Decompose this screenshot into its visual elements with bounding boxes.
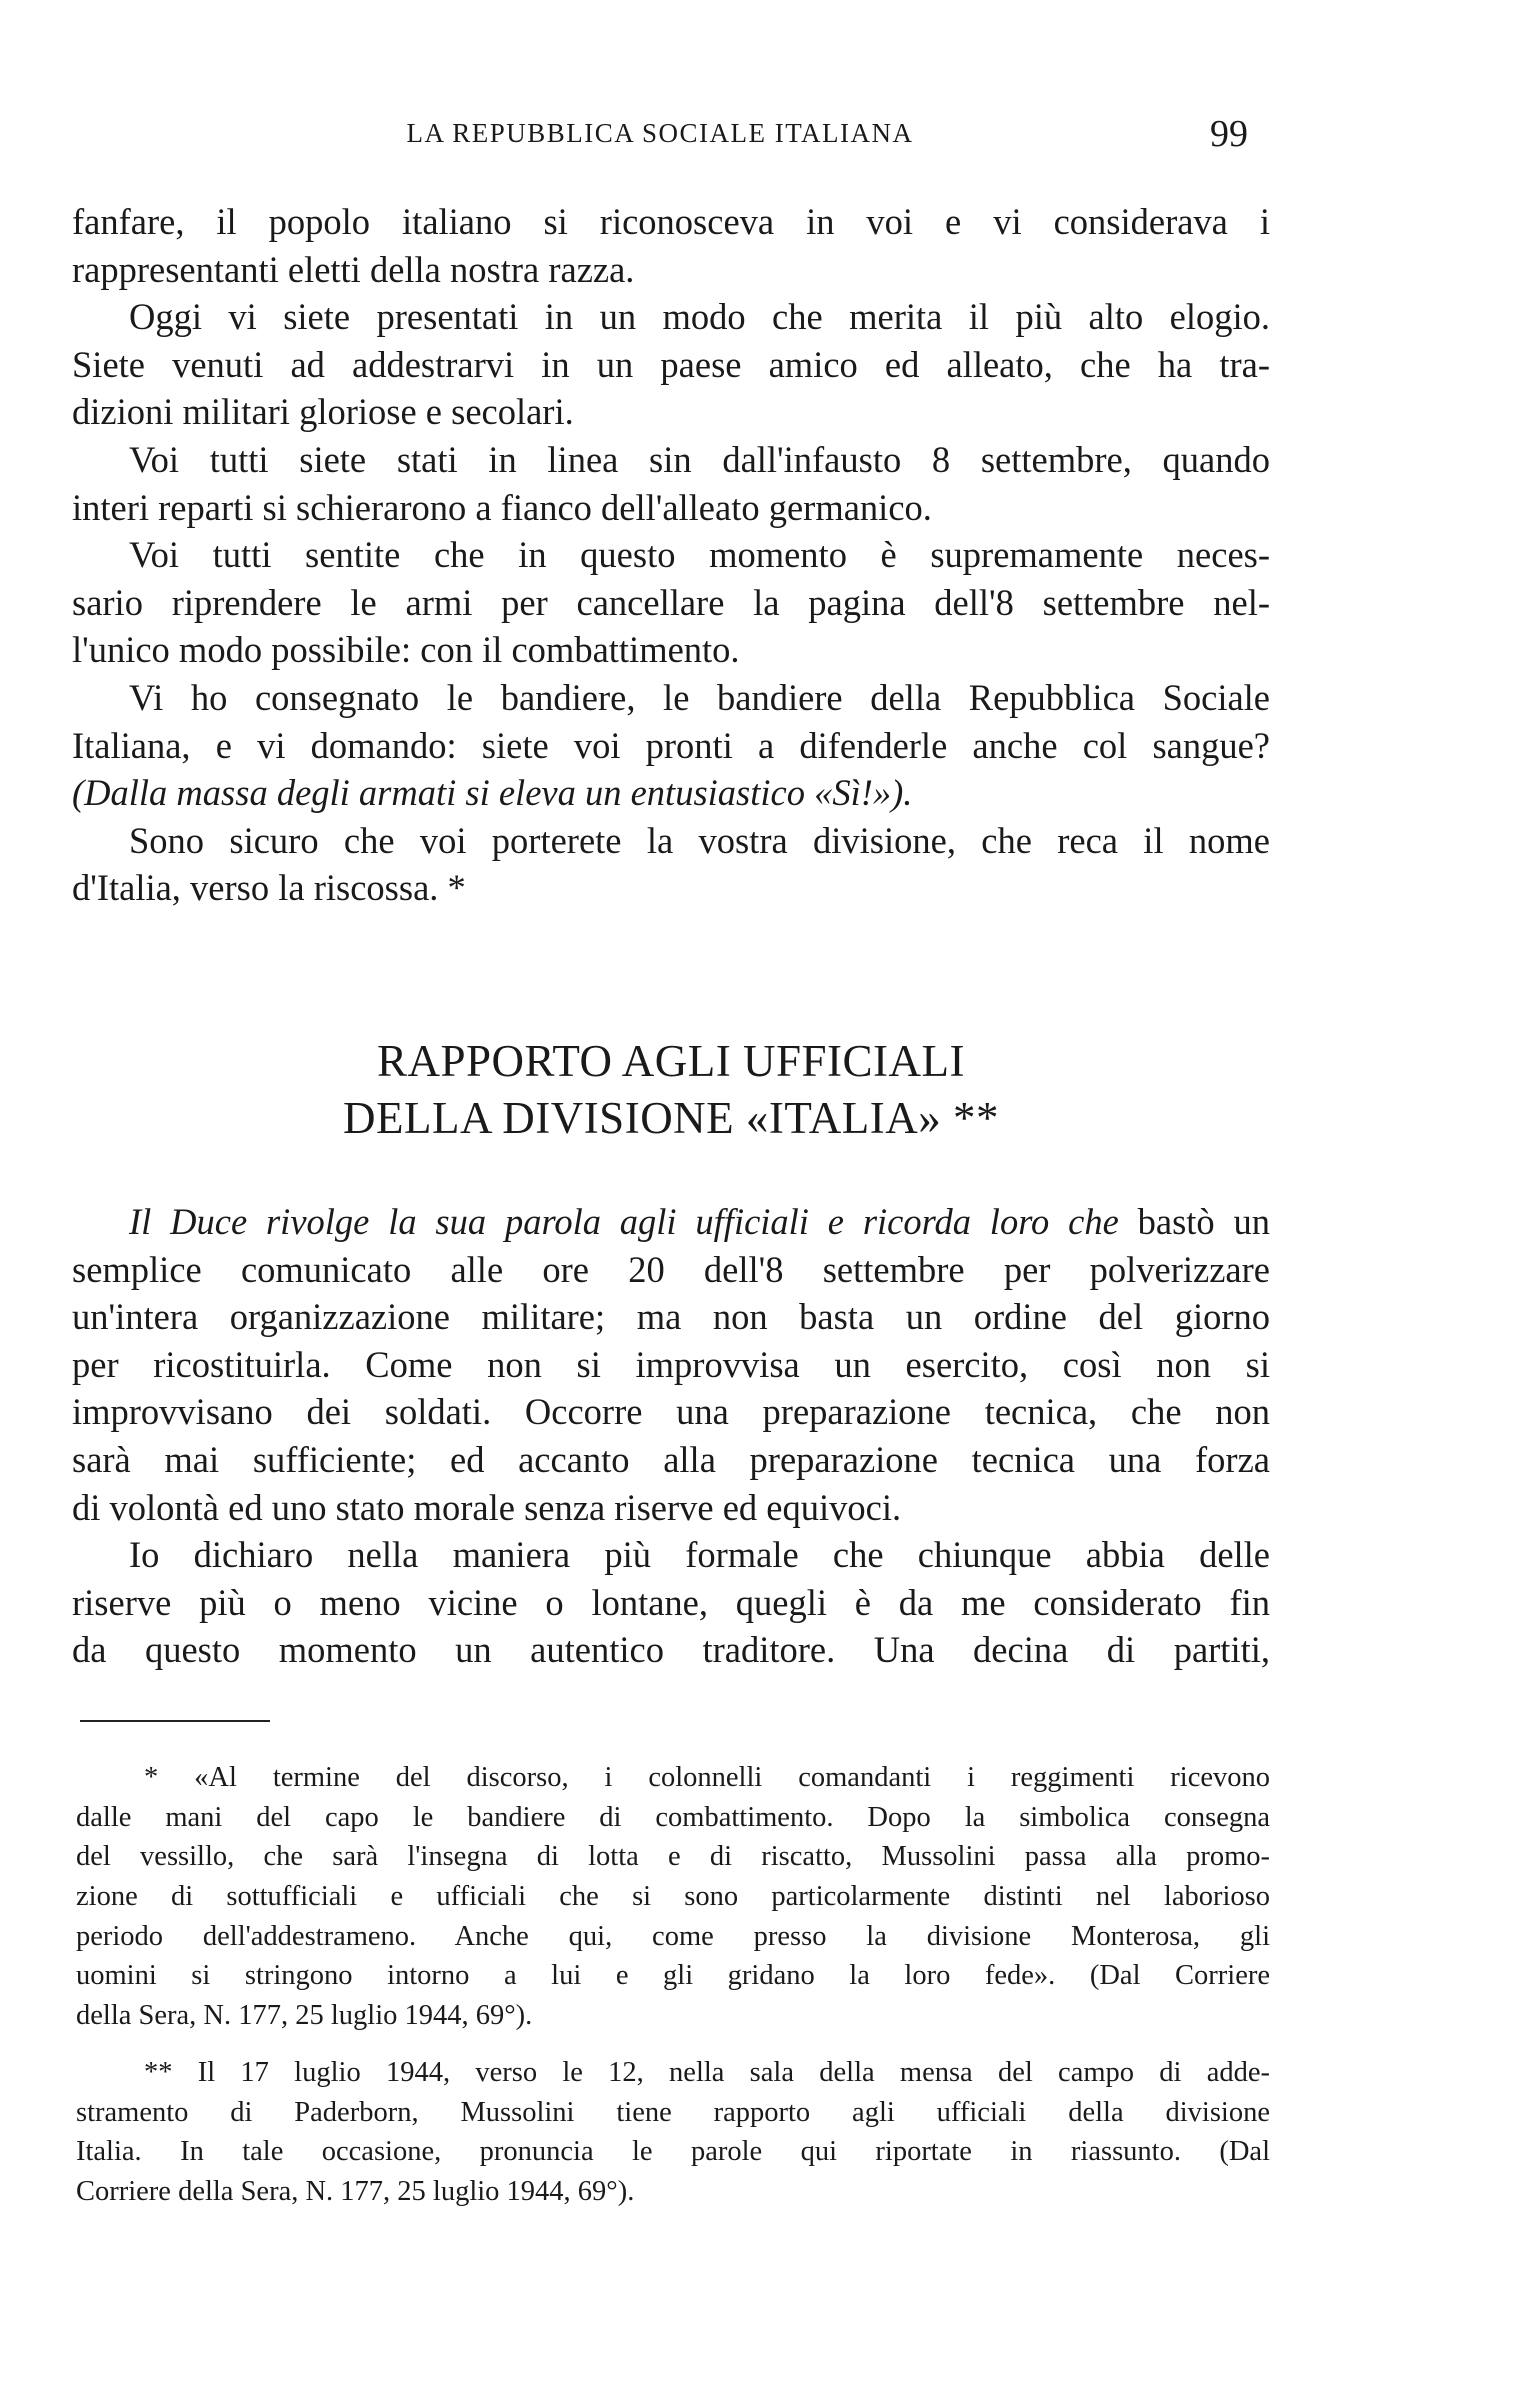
footnote-line: periodo dell'addestrameno. Anche qui, come presso la divisione Monterosa, gli — [76, 1920, 1270, 1952]
text-line: rappresentanti eletti della nostra razza. — [72, 248, 635, 290]
text-line: riserve più o meno vicine o lontane, quegli è da me considerato fin — [72, 1581, 1270, 1623]
text-line: Oggi vi siete presentati in un modo che merita il più alto elogio. — [129, 296, 1270, 338]
text-line: d'Italia, verso la riscossa. * — [72, 867, 466, 909]
footnote-line: zione di sottufficiali e ufficiali che si sono particolarmente distinti nel laborioso — [76, 1881, 1270, 1913]
footnote-line: del vessillo, che sarà l'insegna di lotta e di riscatto, Mussolini passa alla promo- — [76, 1841, 1270, 1873]
text-line: interi reparti si schierarono a fianco dell'alleato germanico. — [72, 486, 932, 528]
report-text — [72, 1198, 1270, 1674]
footnote-rule — [80, 1720, 270, 1722]
text-line: fanfare, il popolo italiano si riconosceva in voi e vi considerava i — [72, 201, 1270, 242]
footnote-1 — [76, 1758, 1270, 2036]
footnote-line: Corriere della Sera, N. 177, 25 luglio 1944, 69°). — [76, 2176, 635, 2208]
text-line: da questo momento un autentico traditore. Una decina di partiti, — [72, 1629, 1270, 1671]
footnote-line: stramento di Paderborn, Mussolini tiene rapporto agli ufficiali della divisione — [76, 2096, 1270, 2128]
speech-text — [72, 198, 1270, 912]
section-title — [72, 1033, 1270, 1147]
text-line: improvvisano dei soldati. Occorre una preparazione tecnica, che non — [72, 1391, 1270, 1433]
text-line: Voi tutti siete stati in linea sin dall'infausto 8 settembre, quando — [129, 438, 1270, 480]
text-line — [72, 1198, 1270, 1246]
text-line: Siete venuti ad addestrarvi in un paese amico ed alleato, che ha tra- — [72, 343, 1270, 385]
text-line: l'unico modo possibile: con il combattimento. — [72, 629, 740, 671]
summary-italic: Il Duce rivolge la sua parola agli ufficiali e ricorda loro che — [129, 1201, 1119, 1242]
text-line: dizioni militari gloriose e secolari. — [72, 391, 574, 433]
text-line: Io dichiaro nella maniera più formale che chiunque abbia delle — [129, 1534, 1270, 1576]
stage-direction-line: (Dalla massa degli armati si eleva un entusiastico «Sì!»). — [72, 772, 913, 814]
text-line: per ricostituirla. Come non si improvvisa un esercito, così non si — [72, 1343, 1270, 1385]
text-line: Vi ho consegnato le bandiere, le bandiere della Repubblica Sociale — [129, 676, 1270, 718]
footnote-2 — [76, 2053, 1270, 2212]
text-line: Italiana, e vi domando: siete voi pronti a difenderle anche col sangue? — [72, 724, 1270, 766]
summary-roman: bastò un — [1137, 1201, 1271, 1242]
text-line: un'intera organizzazione militare; ma non basta un ordine del giorno — [72, 1296, 1270, 1338]
footnote-line: ** Il 17 luglio 1944, verso le 12, nella sala della mensa del campo di adde- — [144, 2057, 1270, 2088]
section-title-line: DELLA DIVISIONE «ITALIA» ** — [342, 1093, 1000, 1143]
text-line: semplice comunicato alle ore 20 dell'8 settembre per polverizzare — [72, 1248, 1270, 1290]
text-line: sario riprendere le armi per cancellare la pagina dell'8 settembre nel- — [72, 581, 1270, 623]
text-line: Voi tutti sentite che in questo momento è supremamente neces- — [129, 534, 1270, 576]
text-line: sarà mai sufficiente; ed accanto alla preparazione tecnica una forza — [72, 1438, 1270, 1480]
text-line: di volontà ed uno stato morale senza riserve ed equivoci. — [72, 1486, 902, 1528]
footnote-line: della Sera, N. 177, 25 luglio 1944, 69°). — [76, 2000, 533, 2032]
footnote-line: dalle mani del capo le bandiere di combattimento. Dopo la simbolica consegna — [76, 1801, 1270, 1833]
footnote-line: * «Al termine del discorso, i colonnelli comandanti i reggimenti ricevono — [144, 1762, 1270, 1793]
page-number: 99 — [1210, 113, 1248, 155]
footnote-line: Italia. In tale occasione, pronuncia le parole qui riportate in riassunto. (Dal — [76, 2136, 1270, 2168]
running-head: LA REPUBBLICA SOCIALE ITALIANA — [406, 118, 914, 148]
text-line: Sono sicuro che voi porterete la vostra divisione, che reca il nome — [129, 819, 1270, 861]
footnote-line: uomini si stringono intorno a lui e gli gridano la loro fede». (Dal Corriere — [76, 1960, 1270, 1992]
section-title-line: RAPPORTO AGLI UFFICIALI — [376, 1036, 966, 1086]
